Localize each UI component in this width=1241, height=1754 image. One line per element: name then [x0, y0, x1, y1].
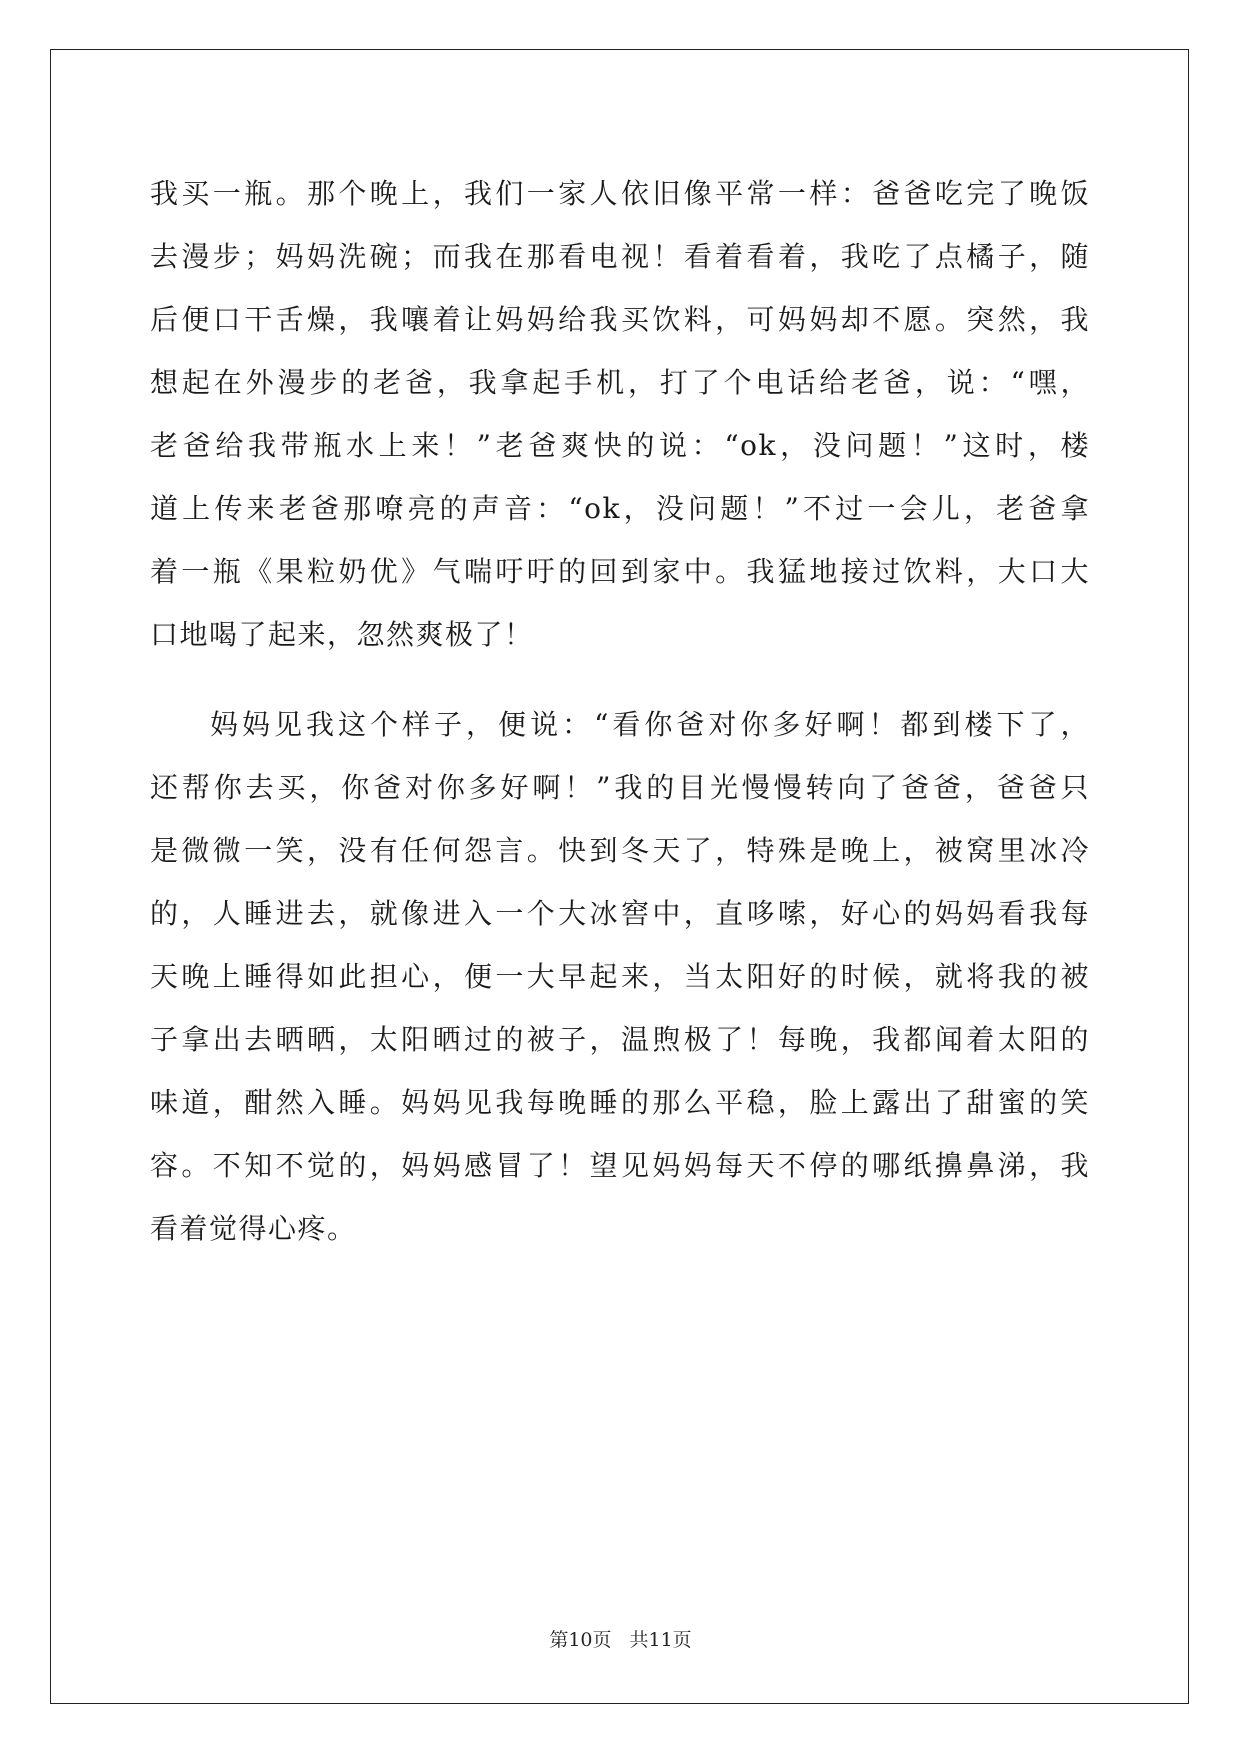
- text-line: 的，人睡进去，就像进入一个大冰窖中，直哆嗦，好心的妈妈看我每: [150, 897, 1090, 930]
- text-line: 还帮你去买，你爸对你多好啊！”我的目光慢慢转向了爸爸，爸爸只: [150, 771, 1090, 804]
- text-line: 着一瓶《果粒奶优》气喘吁吁的回到家中。我猛地接过饮料，大口大: [150, 555, 1090, 588]
- text-line: 子拿出去晒晒，太阳晒过的被子，温煦极了！每晚，我都闻着太阳的: [150, 1023, 1090, 1056]
- text-line: 去漫步；妈妈洗碗；而我在那看电视！看着看着，我吃了点橘子，随: [150, 240, 1090, 273]
- text-line: 想起在外漫步的老爸，我拿起手机，打了个电话给老爸，说：“嘿，: [150, 366, 1090, 399]
- text-line: 看着觉得心疼。: [150, 1212, 357, 1245]
- document-body: [150, 162, 1090, 1260]
- paragraph-2: [150, 693, 1090, 1260]
- page-footer: [0, 1628, 1241, 1652]
- text-line: 口地喝了起来，忽然爽极了！: [150, 618, 534, 651]
- text-line: 容。不知不觉的，妈妈感冒了！望见妈妈每天不停的哪纸擤鼻涕，我: [150, 1149, 1090, 1182]
- text-line: 道上传来老爸那嘹亮的声音：“ok，没问题！”不过一会儿，老爸拿: [150, 492, 1090, 525]
- text-line: 老爸给我带瓶水上来！”老爸爽快的说：“ok，没问题！”这时，楼: [150, 429, 1090, 462]
- text-line: 天晚上睡得如此担心，便一大早起来，当太阳好的时候，就将我的被: [150, 960, 1090, 993]
- current-page-label: 第10页: [549, 1629, 612, 1651]
- text-line: 妈妈见我这个样子，便说：“看你爸对你多好啊！都到楼下了，: [210, 708, 1090, 741]
- paragraph-1: [150, 162, 1090, 666]
- text-line: 味道，酣然入睡。妈妈见我每晚睡的那么平稳，脸上露出了甜蜜的笑: [150, 1086, 1090, 1119]
- text-line: 后便口干舌燥，我嚷着让妈妈给我买饮料，可妈妈却不愿。突然，我: [150, 303, 1090, 336]
- total-pages-label: 共11页: [629, 1629, 692, 1651]
- text-line: 我买一瓶。那个晚上，我们一家人依旧像平常一样：爸爸吃完了晚饭: [150, 177, 1090, 210]
- text-line: 是微微一笑，没有任何怨言。快到冬天了，特殊是晚上，被窝里冰冷: [150, 834, 1090, 867]
